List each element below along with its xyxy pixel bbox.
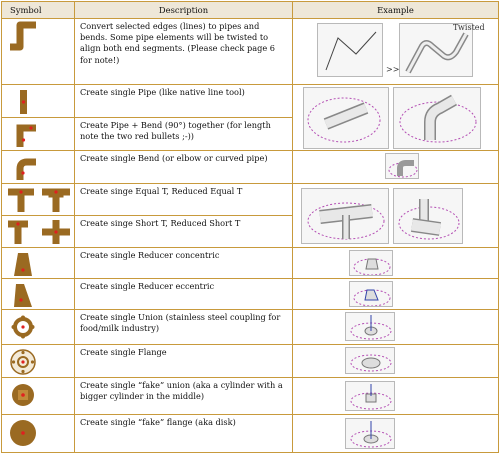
equal-tee-example-image xyxy=(301,188,389,244)
row-description: Create single “fake” union (aka a cylinder with a bigger cylinder in the middle) xyxy=(75,378,293,415)
short-tee-icon[interactable] xyxy=(8,218,74,246)
row-description: Create single Flange xyxy=(75,345,293,378)
pipe-bend-icon[interactable] xyxy=(8,120,74,150)
reducer-eccentric-example-image xyxy=(349,281,393,307)
table-row xyxy=(2,279,499,310)
table-row xyxy=(2,19,499,85)
union-icon[interactable] xyxy=(8,312,74,342)
arrow-label: >> xyxy=(386,65,400,74)
row-description: Create single Pipe (like native line tool) xyxy=(75,85,293,118)
union-example-image xyxy=(345,312,395,341)
row-description: Create single Union (stainless steel coupling for food/milk industry) xyxy=(75,310,293,345)
row-description: Create Pipe + Bend (90°) together (for length note the two red bullets ;-)) xyxy=(75,118,293,151)
table-row xyxy=(2,248,499,279)
table-row xyxy=(2,184,499,216)
table-row xyxy=(2,310,499,345)
equal-tee-icon[interactable] xyxy=(8,186,74,214)
flange-example-image xyxy=(345,347,395,374)
reducer-eccentric-icon[interactable] xyxy=(8,281,74,309)
row-description: Create single Reducer concentric xyxy=(75,248,293,279)
table-row xyxy=(2,415,499,453)
row-description: Convert selected edges (lines) to pipes and bends. Some pipe elements will be twisted to align both end segments. (Please check page 6 for note!) xyxy=(75,19,293,85)
row-description: Create single Reducer eccentric xyxy=(75,279,293,310)
symbol-header: Symbol xyxy=(2,2,75,19)
fake-flange-example-image xyxy=(345,418,395,449)
twisted-label: Twisted xyxy=(453,23,485,32)
edges-example-image xyxy=(317,23,383,77)
header-row xyxy=(2,2,499,19)
single-bend-example-image xyxy=(385,153,419,179)
row-description: Create singe Short T, Reduced Short T xyxy=(75,216,293,248)
pipe-icon[interactable] xyxy=(8,87,74,117)
reducer-concentric-example-image xyxy=(349,250,393,276)
example-header: Example xyxy=(293,2,499,19)
fake-union-example-image xyxy=(345,381,395,411)
table-row xyxy=(2,151,499,184)
table-row xyxy=(2,85,499,118)
fake-flange-icon[interactable] xyxy=(8,417,74,449)
pipe-example-image xyxy=(303,87,389,149)
bend-example-image xyxy=(393,87,481,149)
row-description: Create single Bend (or elbow or curved pipe) xyxy=(75,151,293,184)
row-description: Create single “fake” flange (aka disk) xyxy=(75,415,293,453)
flange-icon[interactable] xyxy=(8,347,74,377)
short-tee-example-image xyxy=(393,188,463,244)
row-description: Create singe Equal T, Reduced Equal T xyxy=(75,184,293,216)
pipes-from-edges-icon[interactable] xyxy=(8,21,74,51)
table-row xyxy=(2,345,499,378)
description-header: Description xyxy=(75,2,293,19)
reducer-concentric-icon[interactable] xyxy=(8,250,74,278)
table-row xyxy=(2,378,499,415)
tools-table xyxy=(1,1,499,453)
fake-union-icon[interactable] xyxy=(8,380,74,410)
bend-icon[interactable] xyxy=(8,153,74,183)
